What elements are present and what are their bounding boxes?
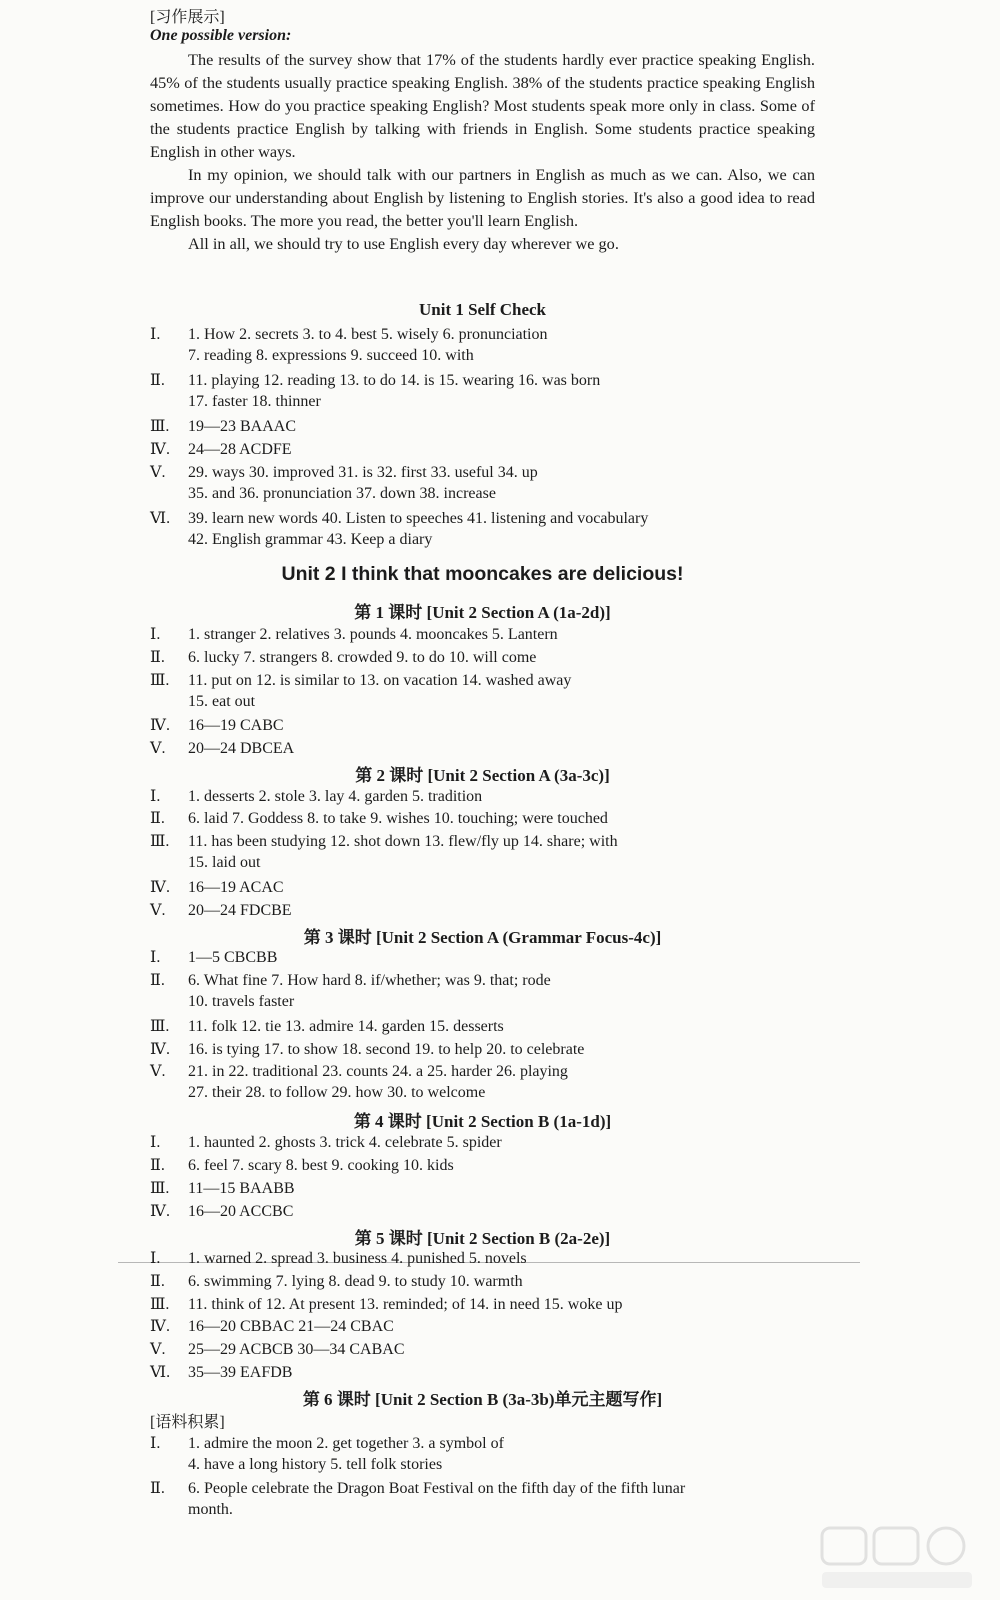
answer-line: Ⅱ. 6. swimming 7. lying 8. dead 9. to study 10. warmth (150, 1273, 523, 1290)
answer-line: 17. faster 18. thinner (188, 393, 321, 410)
answer-line: Ⅳ. 16—19 CABC (150, 717, 284, 734)
writing-showcase-label: [习作展示] (150, 9, 225, 26)
answer-line: 42. English grammar 43. Keep a diary (188, 531, 433, 548)
answer-line: Ⅱ. 6. laid 7. Goddess 8. to take 9. wishes 10. touching; were touched (150, 810, 608, 827)
answer-line: Ⅳ. 24—28 ACDFE (150, 441, 292, 458)
answer-line: Ⅱ. 6. People celebrate the Dragon Boat Festival on the fifth day of the fifth lunar (150, 1480, 686, 1497)
answer-line: Ⅵ. 39. learn new words 40. Listen to speeches 41. listening and vocabulary (150, 510, 649, 527)
version-label: One possible version: (150, 27, 292, 44)
answer-line: Ⅰ. 1. warned 2. spread 3. business 4. punished 5. novels (150, 1250, 527, 1267)
answer-line: Ⅴ. 20—24 FDCBE (150, 902, 292, 919)
answer-line: Ⅱ. 11. playing 12. reading 13. to do 14. is 15. wearing 16. was born (150, 372, 601, 389)
answer-line: Ⅴ. 21. in 22. traditional 23. counts 24. a 25. harder 26. playing (150, 1063, 568, 1080)
answer-line: Ⅴ. 20—24 DBCEA (150, 740, 295, 757)
answer-line: 15. laid out (188, 854, 261, 871)
lesson-heading: 第 6 课时 [Unit 2 Section B (3a-3b)单元主题写作] (302, 1390, 663, 1409)
essay-paragraph: All in all, we should try to use English every day wherever we go. (188, 234, 619, 253)
answer-line: Ⅴ. 29. ways 30. improved 31. is 32. first 33. useful 34. up (150, 464, 538, 481)
answer-line: Ⅲ. 11. folk 12. tie 13. admire 14. garden 15. desserts (150, 1018, 504, 1035)
sample-essay (150, 48, 815, 255)
answer-line: Ⅲ. 19—23 BAAAC (150, 418, 297, 435)
answer-line: Ⅰ. 1. desserts 2. stole 3. lay 4. garden 5. tradition (150, 788, 483, 805)
answer-line: Ⅱ. 6. feel 7. scary 8. best 9. cooking 10. kids (150, 1157, 454, 1174)
answer-line: Ⅳ. 16—20 CBBAC 21—24 CBAC (150, 1318, 394, 1335)
answer-line: month. (188, 1501, 233, 1518)
answer-line: Ⅳ. 16—20 ACCBC (150, 1203, 294, 1220)
answer-line: Ⅰ. 1. stranger 2. relatives 3. pounds 4. mooncakes 5. Lantern (150, 626, 558, 643)
lesson-heading: 第 5 课时 [Unit 2 Section B (2a-2e)] (354, 1229, 611, 1248)
answer-line: Ⅲ. 11. think of 12. At present 13. reminded; of 14. in need 15. woke up (150, 1296, 623, 1313)
answer-line: 27. their 28. to follow 29. how 30. to welcome (188, 1084, 486, 1101)
watermark-logo (816, 1524, 976, 1594)
answer-line: 15. eat out (188, 693, 256, 710)
answer-line: Ⅰ. 1—5 CBCBB (150, 949, 278, 966)
answer-line: 4. have a long history 5. tell folk stories (188, 1456, 443, 1473)
lesson-heading: 第 3 课时 [Unit 2 Section A (Grammar Focus-4c)] (303, 928, 662, 947)
answer-line: Ⅵ. 35—39 EAFDB (150, 1364, 293, 1381)
answer-line: Ⅱ. 6. lucky 7. strangers 8. crowded 9. to do 10. will come (150, 649, 537, 666)
unit-heading: Unit 2 I think that mooncakes are delicious! (281, 563, 684, 585)
essay-paragraph: The results of the survey show that 17% of the students hardly ever practice speaking English. 45% of the students usually practice speaking English. 38% of the students practice speaking English sometimes. How do you practice speaking English? Most students speak more only in class. Some of the students practice English by talking with friends in English. Some students practice speaking English in other ways. (150, 50, 815, 161)
corpus-label: [语料积累] (150, 1414, 225, 1431)
answer-line: Ⅲ. 11. put on 12. is similar to 13. on vacation 14. washed away (150, 672, 572, 689)
answer-line: Ⅰ. 1. haunted 2. ghosts 3. trick 4. celebrate 5. spider (150, 1134, 502, 1151)
answer-line: Ⅳ. 16—19 ACAC (150, 879, 284, 896)
lesson-heading: 第 4 课时 [Unit 2 Section B (1a-1d)] (353, 1112, 612, 1131)
answer-line: Ⅲ. 11. has been studying 12. shot down 13. flew/fly up 14. share; with (150, 833, 618, 850)
answer-line: 35. and 36. pronunciation 37. down 38. increase (188, 485, 496, 502)
answer-line: Ⅳ. 16. is tying 17. to show 18. second 19. to help 20. to celebrate (150, 1041, 585, 1058)
lesson-heading: 第 1 课时 [Unit 2 Section A (1a-2d)] (354, 603, 611, 622)
answer-line: 7. reading 8. expressions 9. succeed 10. with (188, 347, 474, 364)
answer-line: Ⅰ. 1. admire the moon 2. get together 3. a symbol of (150, 1435, 504, 1452)
answer-line: Ⅴ. 25—29 ACBCB 30—34 CABAC (150, 1341, 405, 1358)
essay-paragraph: In my opinion, we should talk with our partners in English as much as we can. Also, we can improve our understanding about English by listening to English stories. It's also a good idea to read English books. The more you read, the better you'll learn English. (150, 165, 815, 230)
answer-line: Ⅱ. 6. What fine 7. How hard 8. if/whether; was 9. that; rode (150, 972, 551, 989)
answer-line: 10. travels faster (188, 993, 295, 1010)
self-check-heading: Unit 1 Self Check (418, 300, 547, 319)
answer-line: Ⅲ. 11—15 BAABB (150, 1180, 295, 1197)
answer-line: Ⅰ. 1. How 2. secrets 3. to 4. best 5. wisely 6. pronunciation (150, 326, 548, 343)
lesson-heading: 第 2 课时 [Unit 2 Section A (3a-3c)] (355, 766, 610, 785)
